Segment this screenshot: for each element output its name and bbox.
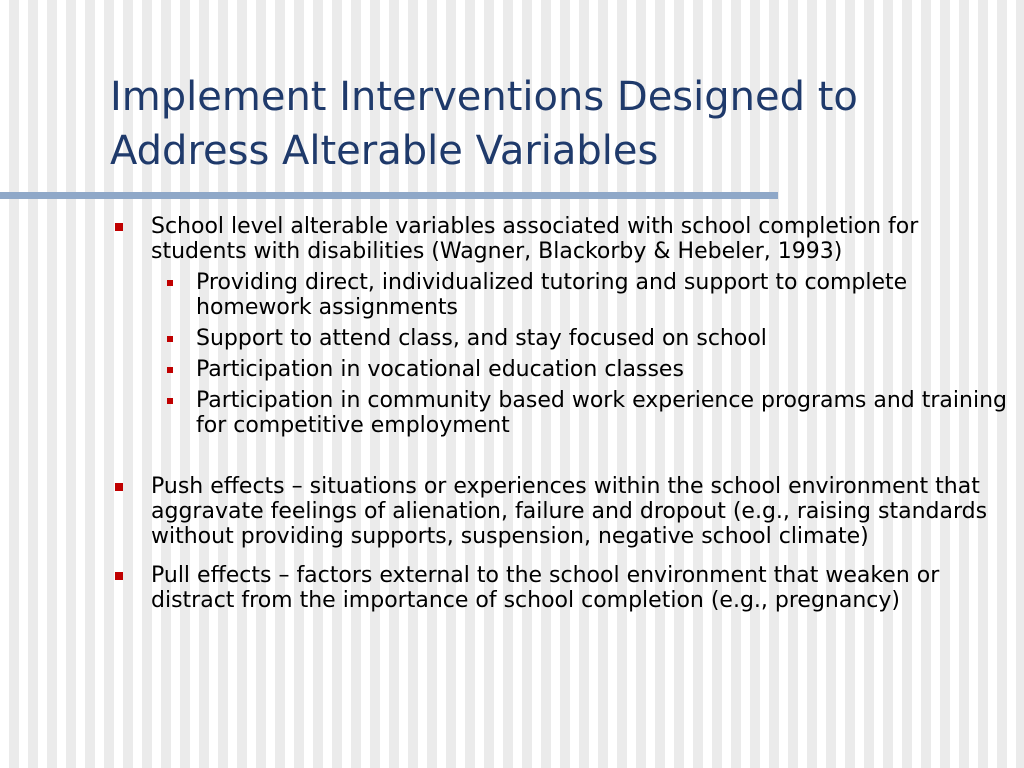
- sub-bullet-text: Support to attend class, and stay focused on school: [196, 326, 767, 351]
- sub-bullet-item: [110, 388, 1010, 438]
- sub-bullet-text: Providing direct, individualized tutoring and support to complete homework assignments: [196, 270, 908, 320]
- bullet-item: [110, 474, 1010, 549]
- bullet-text: School level alterable variables associated with school completion for students with disabilities (Wagner, Blackorby & Hebeler, 1993): [151, 214, 919, 264]
- square-bullet-icon: [115, 572, 123, 580]
- square-bullet-icon: [167, 367, 173, 373]
- square-bullet-icon: [115, 223, 123, 231]
- sub-bullet-item: [110, 326, 1010, 351]
- square-bullet-icon: [167, 336, 173, 342]
- square-bullet-icon: [167, 280, 173, 286]
- sub-bullet-text: Participation in community based work experience programs and training for competitive employment: [196, 388, 1007, 438]
- square-bullet-icon: [167, 398, 173, 404]
- slide-title: Implement Interventions Designed to Address Alterable Variables: [110, 74, 858, 174]
- title-divider: [0, 192, 778, 199]
- slide-content: [110, 214, 1010, 613]
- sub-bullet-item: [110, 270, 1010, 320]
- square-bullet-icon: [115, 483, 123, 491]
- bullet-item: [110, 214, 1010, 264]
- bullet-text: Push effects – situations or experiences within the school environment that aggravate feelings of alienation, failure and dropout (e.g., raising standards without providing supports, suspension, negative school climate): [151, 474, 988, 549]
- bullet-item: [110, 563, 1010, 613]
- bullet-text: Pull effects – factors external to the school environment that weaken or distract from the importance of school completion (e.g., pregnancy): [151, 563, 940, 613]
- sub-bullet-item: [110, 357, 1010, 382]
- sub-bullet-text: Participation in vocational education classes: [196, 357, 684, 382]
- sub-bullet-list: [110, 270, 1010, 438]
